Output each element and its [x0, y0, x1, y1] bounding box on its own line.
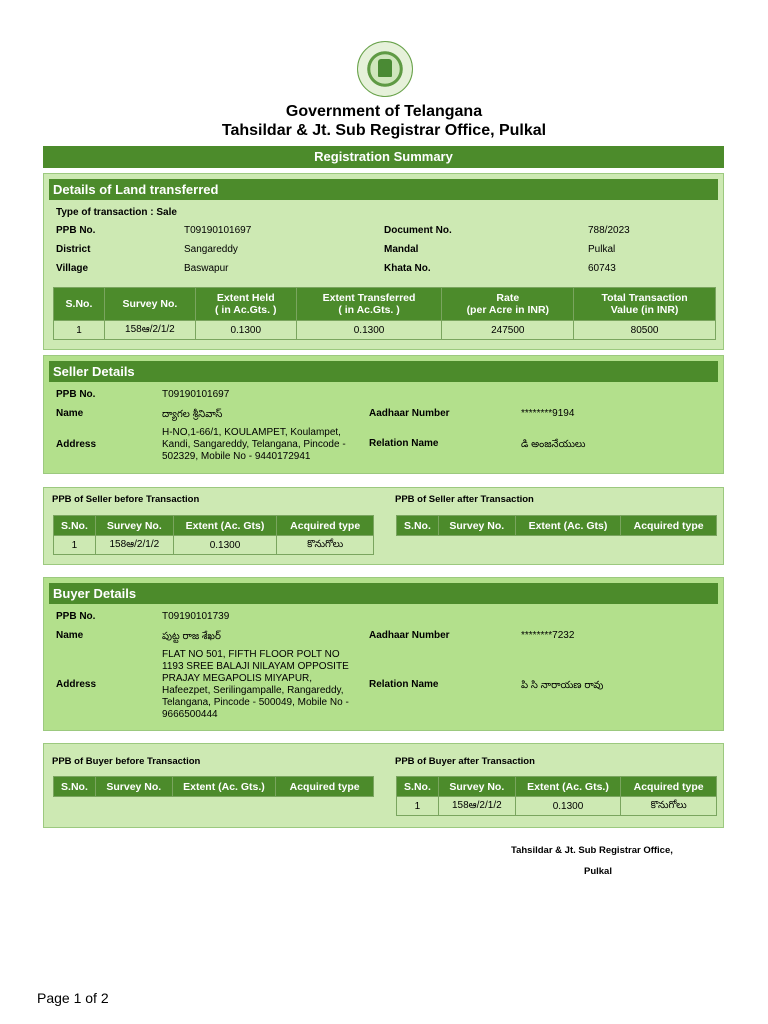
- office-signature-line1: Tahsildar & Jt. Sub Registrar Office,: [511, 845, 673, 856]
- cell: 158ఆ/2/1/2: [95, 536, 173, 555]
- buyer-name-value: పుట్ట రాజ శేఖర్: [162, 631, 221, 642]
- title-office: Tahsildar & Jt. Sub Registrar Office, Pulkal: [221, 122, 547, 139]
- cell: 247500: [442, 321, 574, 340]
- cell: 0.1300: [195, 321, 296, 340]
- col-acquired-type: Acquired type: [276, 777, 374, 797]
- cell: 1: [397, 797, 439, 816]
- col-sno: S.No.: [54, 777, 96, 797]
- seller-aadhaar-value: ********9194: [521, 408, 575, 419]
- seller-name-label: Name: [56, 408, 84, 419]
- village-value: Baswapur: [184, 263, 229, 274]
- buyer-ppb-after-table: [396, 776, 717, 816]
- buyer-aadhaar-label: Aadhaar Number: [369, 630, 450, 641]
- seller-aadhaar-label: Aadhaar Number: [369, 408, 450, 419]
- buyer-ppb-panel: [43, 743, 724, 828]
- registration-summary-banner: Registration Summary: [43, 146, 724, 168]
- cell: కొనుగోలు: [277, 536, 374, 555]
- col-total-value: Total Transaction Value (in INR): [574, 288, 716, 321]
- col-extent: Extent (Ac. Gts.): [172, 777, 276, 797]
- buyer-address-label: Address: [56, 679, 97, 690]
- buyer-ppb-after-title: PPB of Buyer after Transaction: [395, 756, 535, 767]
- seller-ppb-after-title: PPB of Seller after Transaction: [395, 494, 534, 505]
- buyer-ppb-before-title: PPB of Buyer before Transaction: [52, 756, 201, 767]
- cell: 0.1300: [296, 321, 442, 340]
- cell: 1: [54, 536, 96, 555]
- khata-label: Khata No.: [384, 263, 431, 274]
- col-extent-held: Extent Held ( in Ac.Gts. ): [195, 288, 296, 321]
- col-sno: S.No.: [397, 516, 439, 536]
- cell: 80500: [574, 321, 716, 340]
- table-row: [54, 536, 374, 555]
- emblem-tower-icon: [378, 59, 392, 77]
- seller-name-value: ద్యాగల శ్రీనివాస్: [162, 409, 223, 420]
- col-survey: Survey No.: [438, 777, 515, 797]
- col-survey: Survey No.: [95, 777, 172, 797]
- land-details-heading: Details of Land transferred: [49, 179, 718, 200]
- seller-ppb-label: PPB No.: [56, 389, 96, 400]
- buyer-aadhaar-value: ********7232: [521, 630, 575, 641]
- col-rate: Rate (per Acre in INR): [442, 288, 574, 321]
- seller-ppb-before-table: [53, 515, 374, 555]
- buyer-address-value: FLAT NO 501, FIFTH FLOOR POLT NO 1193 SREE BALAJI NILAYAM OPPOSITE PRAJAY MEGAPOLIS MIYAPUR, Hafeezpet, Serilingampalle, Rangareddy, Telangana, Pincode - 500049, Mobile No - 9666500444: [162, 649, 349, 720]
- buyer-details-panel: [43, 577, 724, 731]
- telangana-emblem: [357, 41, 413, 97]
- buyer-relation-label: Relation Name: [369, 679, 439, 690]
- col-extent: Extent (Ac. Gts.): [515, 777, 621, 797]
- khata-value: 60743: [588, 263, 616, 274]
- transaction-type: Type of transaction : Sale: [56, 207, 177, 218]
- seller-ppb-panel: [43, 487, 724, 565]
- seller-address-label: Address: [56, 439, 97, 450]
- col-sno: S.No.: [54, 516, 96, 536]
- col-sno: S.No.: [397, 777, 439, 797]
- office-signature-line2: Pulkal: [584, 866, 612, 877]
- cell: 158ఆ/2/1/2: [438, 797, 515, 816]
- village-label: Village: [56, 263, 89, 274]
- buyer-ppb-label: PPB No.: [56, 611, 96, 622]
- col-acquired-type: Acquired type: [277, 516, 374, 536]
- col-survey: Survey No.: [104, 288, 195, 321]
- cell: కొనుగోలు: [621, 797, 717, 816]
- buyer-name-label: Name: [56, 630, 84, 641]
- page-number: Page 1 of 2: [37, 990, 109, 1006]
- seller-address-value: H-NO,1-66/1, KOULAMPET, Koulampet, Kandi, Sangareddy, Telangana, Pincode - 502329, Mobile No - 9440172941: [162, 427, 346, 462]
- document-label: Document No.: [384, 225, 452, 236]
- seller-relation-label: Relation Name: [369, 438, 439, 449]
- col-survey: Survey No.: [95, 516, 173, 536]
- col-sno: S.No.: [54, 288, 105, 321]
- mandal-label: Mandal: [384, 244, 419, 255]
- document-value: 788/2023: [588, 225, 630, 236]
- cell: 158ఆ/2/1/2: [104, 321, 195, 340]
- cell: 0.1300: [515, 797, 621, 816]
- district-label: District: [56, 244, 91, 255]
- ppb-value: T09190101697: [184, 225, 252, 236]
- buyer-relation-value: పి సి నారాయణ రావు: [521, 680, 604, 691]
- seller-relation-value: డి అంజనేయులు: [521, 439, 586, 450]
- ppb-label: PPB No.: [56, 225, 96, 236]
- col-acquired-type: Acquired type: [621, 777, 717, 797]
- col-extent: Extent (Ac. Gts): [173, 516, 277, 536]
- seller-details-panel: [43, 355, 724, 474]
- district-value: Sangareddy: [184, 244, 238, 255]
- land-table: [53, 287, 716, 340]
- buyer-ppb-before-table: [53, 776, 374, 797]
- mandal-value: Pulkal: [588, 244, 616, 255]
- table-row: [54, 321, 716, 340]
- buyer-ppb-value: T09190101739: [162, 611, 230, 622]
- seller-ppb-value: T09190101697: [162, 389, 230, 400]
- col-survey: Survey No.: [438, 516, 515, 536]
- title-government: Government of Telangana: [285, 103, 483, 120]
- buyer-details-heading: Buyer Details: [49, 583, 718, 604]
- col-acquired-type: Acquired type: [621, 516, 717, 536]
- cell: 1: [54, 321, 105, 340]
- seller-ppb-before-title: PPB of Seller before Transaction: [52, 494, 200, 505]
- cell: 0.1300: [173, 536, 277, 555]
- seller-details-heading: Seller Details: [49, 361, 718, 382]
- table-row: [397, 797, 717, 816]
- col-extent: Extent (Ac. Gts): [515, 516, 621, 536]
- col-extent-transferred: Extent Transferred ( in Ac.Gts. ): [296, 288, 442, 321]
- seller-ppb-after-table: [396, 515, 717, 536]
- land-details-panel: [43, 173, 724, 350]
